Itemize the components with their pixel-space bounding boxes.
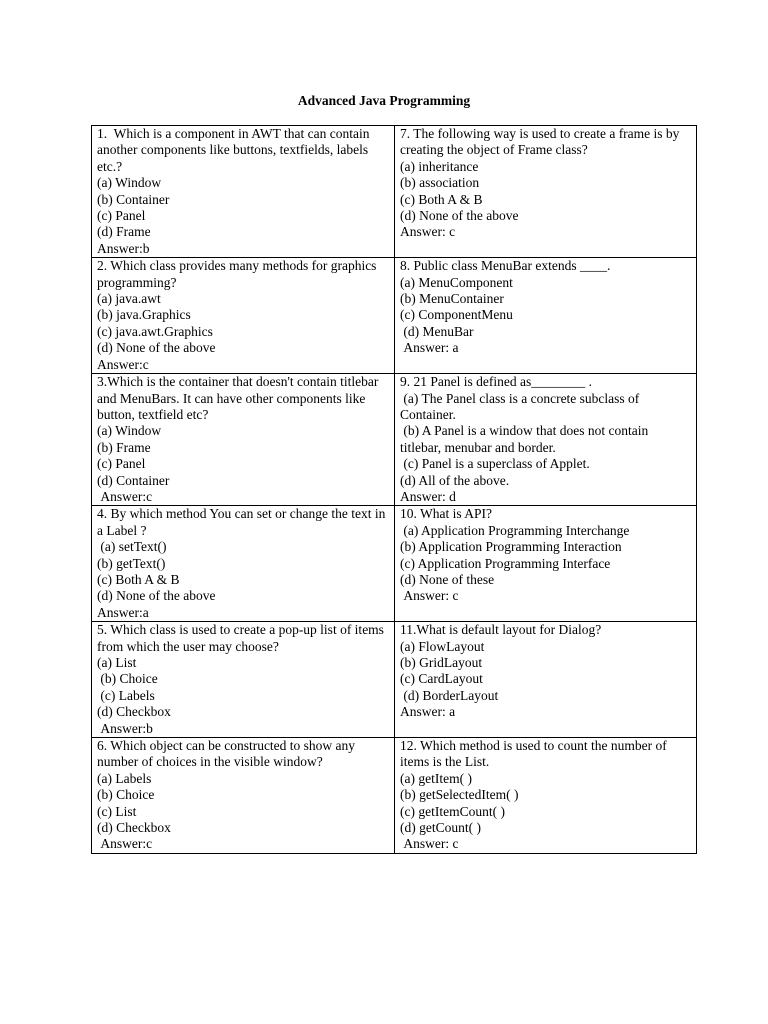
question-cell-2	[92, 258, 395, 374]
option-b: (b) Frame	[97, 439, 151, 455]
option-d: (d) Checkbox	[97, 704, 171, 720]
option-b: (b) GridLayout	[400, 655, 483, 670]
option-d: (d) None of the above	[400, 208, 519, 224]
option-b: (b) Container	[97, 191, 170, 207]
option-d: (d) All of the above.	[400, 472, 510, 488]
option-b: (b) association	[400, 175, 480, 191]
answer-text: Answer:c	[97, 488, 153, 504]
document-title: Advanced Java Programming	[297, 93, 471, 108]
answer-text: Answer: c	[400, 224, 456, 240]
option-d: (d) None of the above	[97, 588, 216, 604]
question-text: 2. Which class provides many methods for graphics programming?	[97, 258, 380, 290]
option-c: (c) java.awt.Graphics	[97, 323, 213, 339]
question-text: 12. Which method is used to count the number of items is the List.	[400, 738, 671, 770]
question-cell-4	[92, 506, 395, 622]
option-b: (b) Application Programming Interaction	[400, 539, 622, 555]
option-a: (a) Window	[97, 175, 162, 191]
question-text: 4. By which method You can set or change the text in a Label ?	[97, 506, 389, 538]
table-row	[92, 374, 697, 506]
option-b: (b) Choice	[97, 787, 155, 803]
option-d: (d) Container	[97, 472, 170, 488]
option-d: (d) None of these	[400, 571, 495, 587]
option-c: (c) Labels	[97, 687, 155, 703]
question-text: 6. Which object can be constructed to show any number of choices in the visible window?	[97, 738, 359, 770]
option-c: (c) ComponentMenu	[400, 307, 513, 323]
option-a: (a) Labels	[97, 770, 152, 786]
answer-text: Answer: a	[400, 704, 456, 720]
option-d: (d) Checkbox	[97, 820, 171, 836]
question-cell-6	[92, 738, 395, 854]
option-c: (c) Both A & B	[97, 571, 180, 587]
answer-text: Answer: d	[400, 488, 456, 504]
option-c: (c) Panel is a superclass of Applet.	[400, 456, 590, 472]
option-a: (a) setText()	[97, 539, 167, 555]
option-c: (c) getItemCount( )	[400, 803, 505, 819]
table-row	[92, 258, 697, 374]
question-table	[91, 125, 697, 854]
answer-text: Answer:c	[97, 356, 149, 372]
option-a: (a) MenuComponent	[400, 274, 513, 290]
option-d: (d) None of the above	[97, 340, 216, 356]
answer-text: Answer: c	[400, 836, 459, 852]
option-d: (d) Frame	[97, 224, 151, 240]
option-c: (c) CardLayout	[400, 671, 483, 687]
option-a: (a) inheritance	[400, 158, 479, 174]
question-cell-3	[92, 374, 395, 506]
question-text: 8. Public class MenuBar extends ____.	[400, 258, 611, 274]
question-cell-9	[395, 374, 697, 506]
option-a: (a) Window	[97, 423, 162, 439]
option-c: (c) Panel	[97, 456, 146, 472]
option-d: (d) BorderLayout	[400, 687, 499, 703]
answer-text: Answer: a	[400, 340, 459, 356]
question-cell-12	[395, 738, 697, 854]
option-a: (a) FlowLayout	[400, 638, 485, 654]
answer-text: Answer:b	[97, 720, 153, 736]
question-cell-1	[92, 126, 395, 258]
question-text: 7. The following way is used to create a frame is by creating the object of Frame class?	[400, 126, 683, 158]
question-text: 10. What is API?	[400, 506, 492, 522]
option-c: (c) Both A & B	[400, 191, 483, 207]
option-a: (a) Application Programming Interchange	[400, 522, 630, 538]
option-c: (c) Panel	[97, 208, 146, 224]
table-row	[92, 622, 697, 738]
option-a: (a) The Panel class is a concrete subclass of Container.	[400, 390, 643, 422]
question-text: 5. Which class is used to create a pop-up list of items from which the user may choose?	[97, 622, 388, 654]
option-b: (b) Choice	[97, 671, 158, 687]
table-row	[92, 738, 697, 854]
option-b: (b) getText()	[97, 555, 166, 571]
question-cell-8	[395, 258, 697, 374]
question-text: 3.Which is the container that doesn't contain titlebar and MenuBars. It can have other components like button, textfield etc?	[97, 374, 382, 422]
option-b: (b) java.Graphics	[97, 307, 191, 323]
question-cell-10	[395, 506, 697, 622]
question-cell-7	[395, 126, 697, 258]
table-row	[92, 506, 697, 622]
option-b: (b) MenuContainer	[400, 291, 504, 307]
answer-text: Answer:a	[97, 604, 149, 620]
option-c: (c) Application Programming Interface	[400, 555, 611, 571]
answer-text: Answer:b	[97, 240, 150, 256]
option-a: (a) getItem( )	[400, 770, 472, 786]
question-text: 1. Which is a component in AWT that can contain another components like buttons, textfields, labels etc.?	[97, 126, 373, 174]
option-d: (d) MenuBar	[400, 323, 474, 339]
question-cell-11	[395, 622, 697, 738]
answer-text: Answer:c	[97, 836, 153, 852]
option-a: (a) java.awt	[97, 291, 161, 307]
option-a: (a) List	[97, 655, 137, 670]
answer-text: Answer: c	[400, 588, 459, 604]
option-d: (d) getCount( )	[400, 820, 481, 836]
option-c: (c) List	[97, 803, 137, 819]
question-text: 11.What is default layout for Dialog?	[400, 622, 602, 638]
table-row	[92, 126, 697, 258]
question-cell-5	[92, 622, 395, 738]
option-b: (b) A Panel is a window that does not contain titlebar, menubar and border.	[400, 423, 652, 455]
question-text: 9. 21 Panel is defined as________ .	[400, 374, 592, 390]
option-b: (b) getSelectedItem( )	[400, 787, 519, 803]
